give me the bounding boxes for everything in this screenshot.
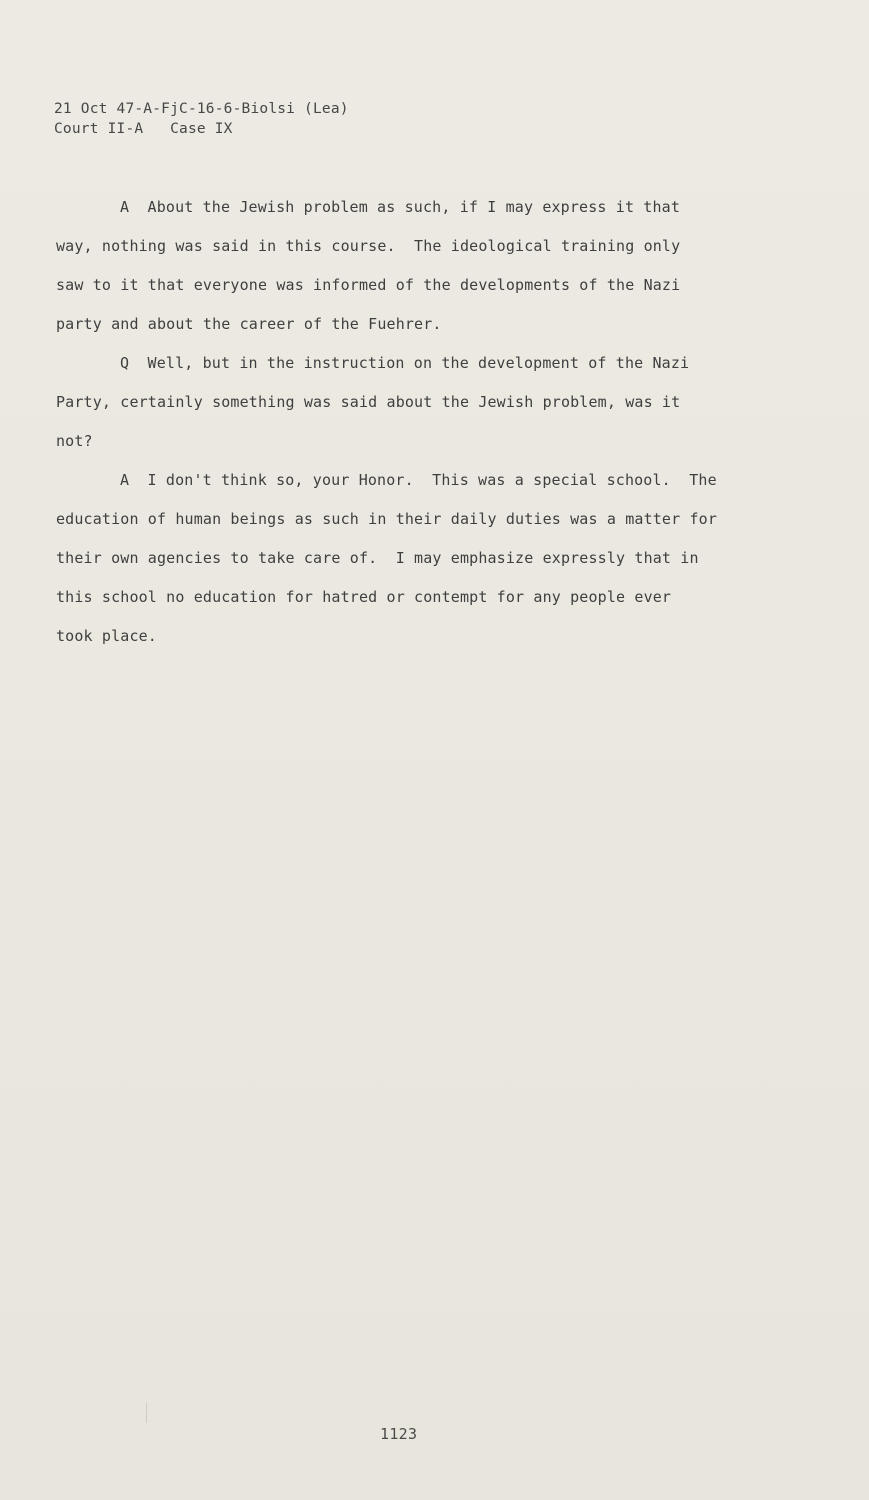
page-number: 1123 xyxy=(380,1425,418,1443)
transcript-body xyxy=(56,188,776,656)
text-line: this school no education for hatred or contempt for any people ever xyxy=(56,588,672,606)
document-header xyxy=(54,99,349,139)
text-line: A About the Jewish problem as such, if I may express it that xyxy=(120,198,681,216)
text-line: Q Well, but in the instruction on the development of the Nazi xyxy=(120,354,690,372)
text-line: Party, certainly something was said about the Jewish problem, was it xyxy=(56,393,681,411)
text-line: A I don't think so, your Honor. This was a special school. The xyxy=(120,471,717,489)
text-line: saw to it that everyone was informed of the developments of the Nazi xyxy=(56,276,681,294)
answer-paragraph-1 xyxy=(56,188,776,344)
text-line: way, nothing was said in this course. The ideological training only xyxy=(56,237,681,255)
margin-mark xyxy=(146,1403,147,1423)
text-line: education of human beings as such in their daily duties was a matter for xyxy=(56,510,718,528)
text-line: not? xyxy=(56,432,93,450)
text-line: took place. xyxy=(56,627,157,645)
answer-paragraph-2 xyxy=(56,461,776,656)
question-paragraph xyxy=(56,344,776,461)
text-line: party and about the career of the Fuehrer. xyxy=(56,315,442,333)
header-court-line: Court II-A Case IX xyxy=(54,121,233,137)
header-session-line: 21 Oct 47-A-FjC-16-6-Biolsi (Lea) xyxy=(54,101,349,117)
text-line: their own agencies to take care of. I may emphasize expressly that in xyxy=(56,549,699,567)
